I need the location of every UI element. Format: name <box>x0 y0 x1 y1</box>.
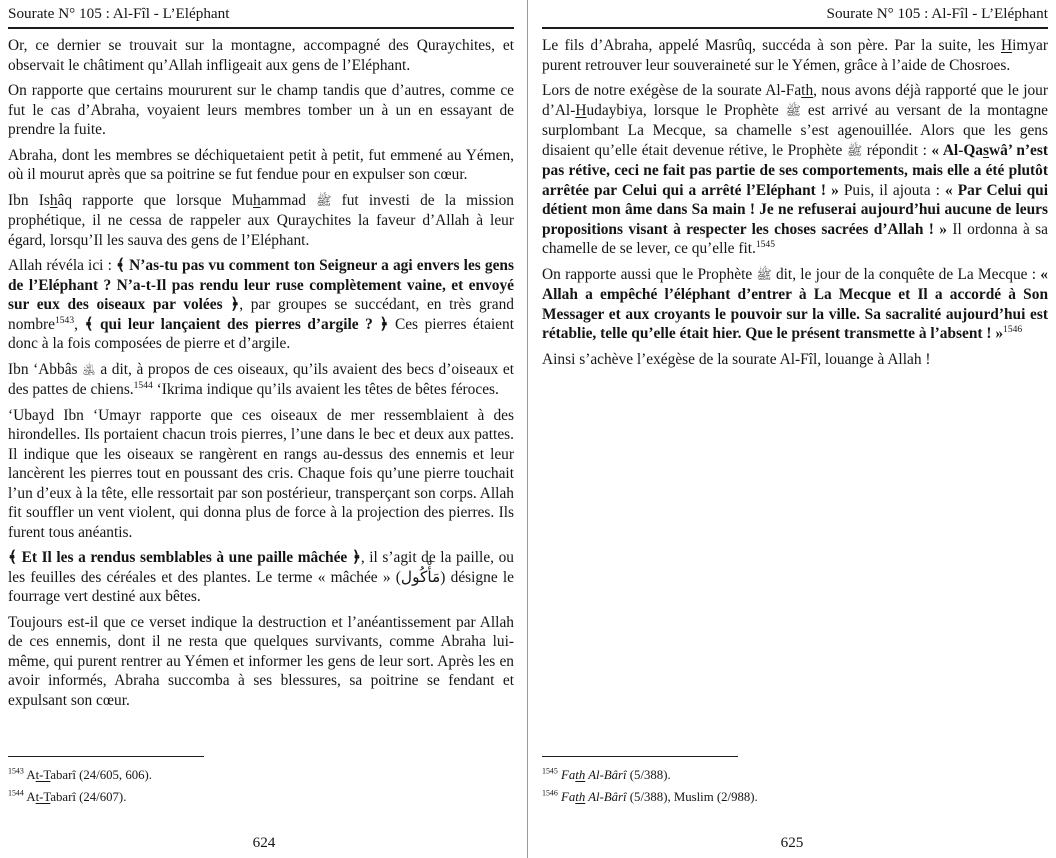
footnote: $^{1546}$ Fath Al-Bârî (5/388), Muslim (2/988). <box>542 788 758 804</box>
paragraph: Ibn ‘Abbâs ﵁ a dit, à propos de ces oiseaux, qu’ils avaient des becs d’oiseaux et des pattes de chiens.$^{1544}$ ‘Ikrima indique qu’ils avaient les têtes de bêtes féroces. <box>8 360 514 398</box>
paragraph: Allah révéla ici : ﴾ N’as-tu pas vu comment ton Seigneur a agi envers les gens de l’Eléphant ? N’a-t-Il pas rendu leur ruse complètement vaine, et envoyé sur eux des oiseaux par volées ﴿, par groupes se succédant, en très grand nombre$^{1543}$, ﴾ qui leur lançaient des pierres d’argile ? ﴿ Ces pierres étaient donc à la fois composées de pierre et d’argile. <box>8 257 514 352</box>
footnote: $^{1544}$ At-Tabarî (24/607). <box>8 788 127 804</box>
footnote: $^{1543}$ At-Tabarî (24/605, 606). <box>8 766 152 782</box>
footnote-ref: 1546 <box>1003 323 1023 335</box>
page-number: 625 <box>780 834 804 851</box>
footnote-ref: 1546 <box>542 788 558 798</box>
footnote-separator <box>542 756 738 757</box>
paragraph: ﴾ Et Il les a rendus semblables à une paille mâchée ﴿, il s’agit de la paille, ou les feuilles des céréales et des plantes. Le terme « mâchée » (مَأْكُول) désigne le fourrage vert destiné aux bêtes. <box>8 549 514 605</box>
honorific-symbol: ﷺ <box>846 143 863 158</box>
honorific-symbol: ﷺ <box>785 103 801 118</box>
page-header-title: Sourate N° 105 : Al-Fîl - L’Eléphant <box>826 5 1048 22</box>
paragraph: Ibn Ishâq rapporte que lorsque Muhammad ﷺ fut investi de la mission prophétique, il ne cessa de rappeler aux Quraychites la faveur d’Allah à leur égard, lorsqu’Il les sauva des gens de l’Eléphant. <box>8 191 515 249</box>
page-header <box>542 5 1048 29</box>
footnotes-list <box>8 765 514 808</box>
paragraph: Ainsi s’achève l’exégèse de la sourate Al-Fîl, louange à Allah ! <box>542 350 931 368</box>
footnote-separator <box>8 756 204 757</box>
honorific-symbol: ﷺ <box>756 267 772 282</box>
paragraph: On rapporte aussi que le Prophète ﷺ dit, le jour de la conquête de La Mecque : « Allah a empêché l’éléphant d’entrer à La Mecque et Il a accordé à Son Messager et aux croyants le pouvoir sur la ville. Sa sacralité aujourd’hui est rétablie, telle qu’elle était hier. Que le présent transmette à l’absent ! »$^{1546}$ <box>542 265 1048 342</box>
page-header-title: Sourate N° 105 : Al-Fîl - L’Eléphant <box>8 5 230 22</box>
page-right <box>528 0 1056 858</box>
footnote-ref: 1543 <box>8 766 24 776</box>
page-divider <box>527 0 528 858</box>
footnote-ref: 1544 <box>8 788 24 798</box>
footnotes-list <box>542 765 1048 808</box>
paragraph: Or, ce dernier se trouvait sur la montagne, accompagné des Quraychites, et observait le châtiment qu’Allah infligeait aux gens de l’Eléphant. <box>8 37 514 74</box>
paragraph: Toujours est-il que ce verset indique la destruction et l’anéantissement par Allah de ces ennemis, dont il ne resta que quelques survivants, comme Abraha lui-même, qui purent rentrer au Yémen et informer les gens de leur sort. Après les en avoir informés, Abraha succomba à ses blessures, sa poitrine se fendant et expulsant son cœur. <box>8 613 514 709</box>
paragraph: ‘Ubayd Ibn ‘Umayr rapporte que ces oiseaux de mer ressemblaient à des hirondelles. Ils portaient chacun trois pierres, l’une dans le bec et deux aux pattes. Il indique que les oiseaux se rangèrent en rangs au-dessus des ennemis et leur lancèrent les pierres tout en poussant des cris. Chaque fois qu’une pierre touchait l’un d’eux à la tête, elle ressortait par son postérieur, transperçant son corps. Allah fit souffler un vent violent, qui donna plus de force à la projection des pierres. Ils furent tous anéantis. <box>8 406 514 541</box>
honorific-symbol: ﷺ <box>316 193 332 208</box>
page-body <box>542 36 1048 369</box>
footnote-ref: 1545 <box>755 238 775 250</box>
honorific-symbol: ﵁ <box>82 362 96 377</box>
page-number: 624 <box>252 834 276 851</box>
footnote: $^{1545}$ Fath Al-Bârî (5/388). <box>542 766 671 782</box>
footnotes-block <box>8 756 514 808</box>
page-header <box>8 5 514 29</box>
footnote-ref: 1543 <box>55 314 75 326</box>
page-body <box>8 36 514 710</box>
paragraph: Lors de notre exégèse de la sourate Al-Fath, nous avons déjà rapporté que le jour d’Al-Hudaybiya, lorsque le Prophète ﷺ est arrivé au versant de la montagne surplombant La Mecque, sa chamelle s’est agenouillée. Alors que les gens disaient qu’elle était devenue rétive, le Prophète ﷺ répondit : « Al-Qaswâ’ n’est pas rétive, ceci ne fait pas partie de ses comportements, mais elle a été plutôt arrêtée par Celui qui a arrêté l’Eléphant ! » Puis, il ajouta : « Par Celui qui détient mon âme dans Sa main ! Je ne refuserai aujourd’hui aucune de leurs propositions visant à respecter les choses sacrées d’Allah ! » Il ordonna à sa chamelle de se lever, ce qu’elle fit.$^{1545}$ <box>542 82 1048 257</box>
footnotes-block <box>542 756 1048 808</box>
paragraph: Le fils d’Abraha, appelé Masrûq, succéda à son père. Par la suite, les Himyar purent retrouver leur souveraineté sur le Yémen, grâce à l’aide de Chosroes. <box>542 37 1048 74</box>
paragraph: Abraha, dont les membres se déchiquetaient petit à petit, fut emmené au Yémen, où il mourut après que sa poitrine se fut fendue pour en expulser son cœur. <box>8 146 514 183</box>
footnote-ref: 1544 <box>133 379 153 391</box>
footnote-ref: 1545 <box>542 766 558 776</box>
paragraph: On rapporte que certains moururent sur le champ tandis que d’autres, comme ce fut le cas d’Abraha, voyaient leurs membres tomber un à un en essayant de prendre la fuite. <box>8 82 514 138</box>
